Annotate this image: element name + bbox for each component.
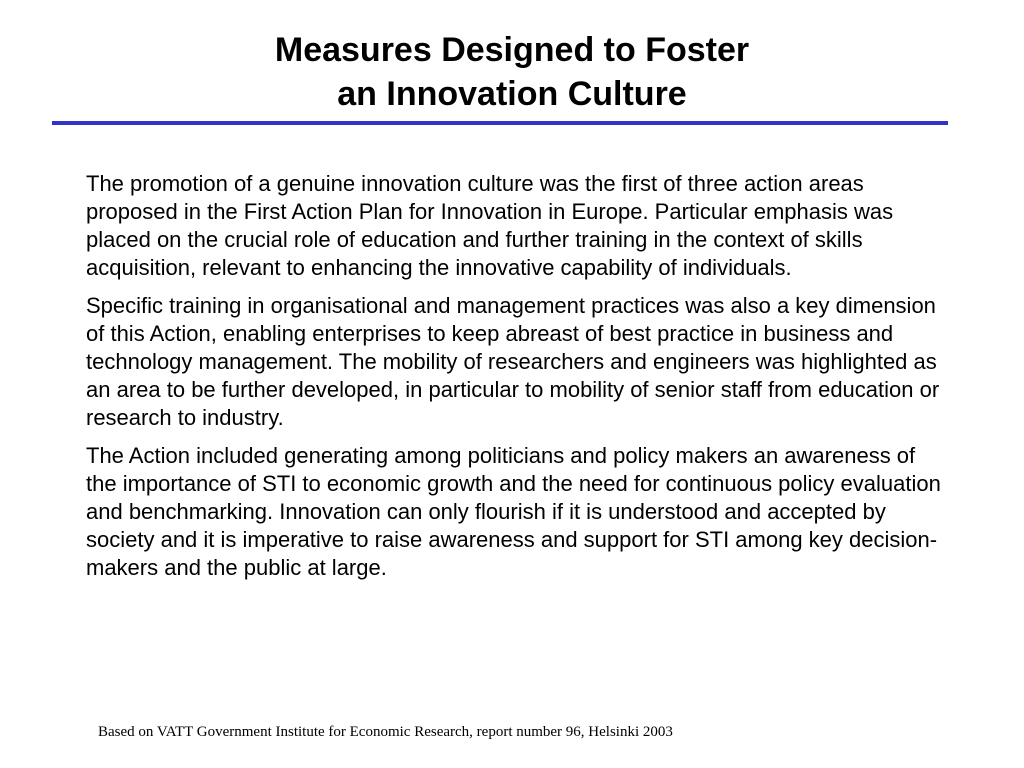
title-divider <box>52 121 948 125</box>
slide-title-line-1: Measures Designed to Foster <box>274 31 750 69</box>
slide-title-line-2: an Innovation Culture <box>337 75 687 113</box>
body-paragraph-3: The Action included generating among politicians and policy makers an awareness of the importance of STI to economic growth and the need for continuous policy evaluation and benchmarking. Innovation can only flourish if it is understood and accepted by society and it is imperative to raise awareness and support for STI among key decision-makers and the public at large. <box>86 443 941 580</box>
body-paragraph-2: Specific training in organisational and management practices was also a key dimension of this Action, enabling enterprises to keep abreast of best practice in business and technology management. The mobility of researchers and engineers was highlighted as an area to be further developed, in particular to mobility of senior staff from education or research to industry. <box>86 293 940 430</box>
slide-body <box>86 170 946 592</box>
slide-title <box>0 28 1024 116</box>
body-paragraph-1: The promotion of a genuine innovation culture was the first of three action areas proposed in the First Action Plan for Innovation in Europe. Particular emphasis was placed on the crucial role of education and further training in the context of skills acquisition, relevant to enhancing the innovative capability of individuals. <box>86 171 894 280</box>
source-footnote: Based on VATT Government Institute for Economic Research, report number 96, Helsinki 2003 <box>98 724 673 740</box>
